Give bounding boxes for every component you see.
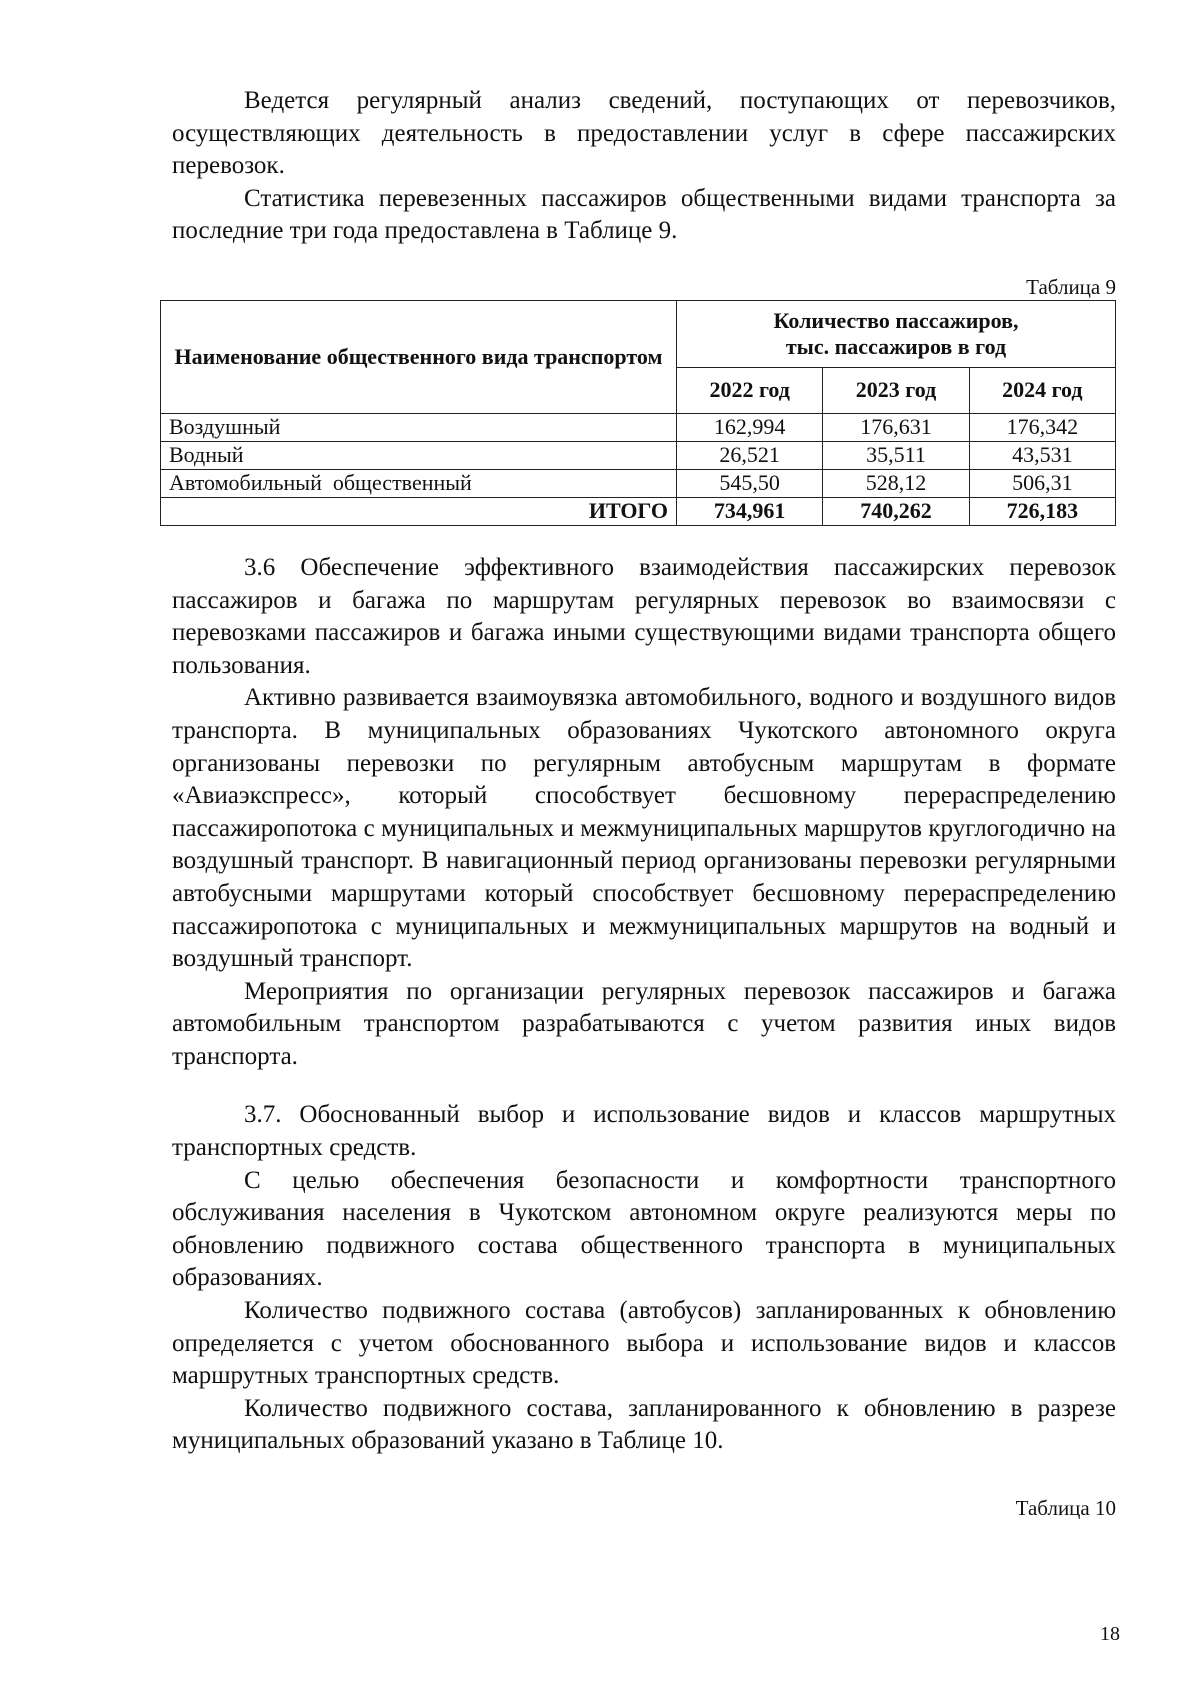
passenger-statistics-table	[160, 300, 1116, 526]
section-3-7-paragraph: С целью обеспечения безопасности и комфортности транспортного обслуживания населения в Чукотском автономном округе реализуются меры по обновлению подвижного состава общественного транспорта в муниципальных образованиях.	[172, 1166, 1116, 1292]
table9-header-year: 2022 год	[677, 367, 823, 413]
row-value: 35,511	[823, 441, 969, 469]
table9-header-year: 2024 год	[969, 367, 1115, 413]
table-row	[161, 469, 1116, 497]
total-label: ИТОГО	[161, 497, 677, 525]
section-3-6-heading: 3.6 Обеспечение эффективного взаимодействия пассажирских перевозок пассажиров и багажа по маршрутам регулярных перевозок во взаимосвязи с перевозками пассажиров и багажа иными существующими видами транспорта общего пользования.	[172, 553, 1116, 679]
section-3-7-heading: 3.7. Обоснованный выбор и использование видов и классов маршрутных транспортных средств.	[172, 1101, 1116, 1162]
row-value: 506,31	[969, 469, 1115, 497]
table-row	[161, 413, 1116, 441]
page-number: 18	[1100, 1623, 1120, 1645]
row-value: 528,12	[823, 469, 969, 497]
table9-header-passenger-count	[677, 300, 1116, 367]
row-value: 26,521	[677, 441, 823, 469]
table9-caption: Таблица 9	[1026, 274, 1116, 299]
row-transport-name: Автомобильный общественный	[161, 469, 677, 497]
section-3-7-paragraph: Количество подвижного состава, запланированного к обновлению в разрезе муниципальных образований указано в Таблице 10.	[172, 1394, 1116, 1455]
row-value: 43,531	[969, 441, 1115, 469]
section-3-6-paragraph: Активно развивается взаимоувязка автомобильного, водного и воздушного видов транспорта. В муниципальных образованиях Чукотского автономного округа организованы перевозки по регулярным автобусным маршрутам в формате «Авиаэкспресс», который способствует бесшовному перераспределению пассажиропотока с муниципальных и межмуниципальных маршрутов круглогодично на воздушный транспорт. В навигационный период организованы перевозки регулярными автобусными маршрутами который способствует бесшовному перераспределению пассажиропотока с муниципальных и межмуниципальных маршрутов на водный и воздушный транспорт.	[172, 684, 1116, 973]
table9-header-transport-type: Наименование общественного вида транспортом	[161, 300, 677, 413]
section-3-7-paragraph: Количество подвижного состава (автобусов) запланированных к обновлению определяется с учетом обоснованного выбора и использование видов и классов маршрутных транспортных средств.	[172, 1297, 1116, 1390]
row-value: 162,994	[677, 413, 823, 441]
table9-header-line2: тыс. пассажиров в год	[785, 333, 1007, 359]
table9-header-year: 2023 год	[823, 367, 969, 413]
table-total-row	[161, 497, 1116, 525]
paragraph-statistics: Статистика перевезенных пассажиров общественными видами транспорта за последние три года предоставлена в Таблице 9.	[172, 184, 1116, 245]
paragraph-analysis: Ведется регулярный анализ сведений, поступающих от перевозчиков, осуществляющих деятельность в предоставлении услуг в сфере пассажирских перевозок.	[172, 87, 1116, 180]
document-page	[169, 85, 1116, 1520]
table9-header-line1: Количество пассажиров,	[773, 307, 1019, 333]
row-value: 176,342	[969, 413, 1115, 441]
row-value: 545,50	[677, 469, 823, 497]
row-transport-name: Воздушный	[161, 413, 677, 441]
row-transport-name: Водный	[161, 441, 677, 469]
total-value: 734,961	[677, 497, 823, 525]
section-3-6-paragraph: Мероприятия по организации регулярных перевозок пассажиров и багажа автомобильным транспортом разрабатываются с учетом развития иных видов транспорта.	[172, 977, 1116, 1070]
row-value: 176,631	[823, 413, 969, 441]
table10-caption: Таблица 10	[1015, 1496, 1116, 1520]
total-value: 726,183	[969, 497, 1115, 525]
total-value: 740,262	[823, 497, 969, 525]
table-row	[161, 441, 1116, 469]
